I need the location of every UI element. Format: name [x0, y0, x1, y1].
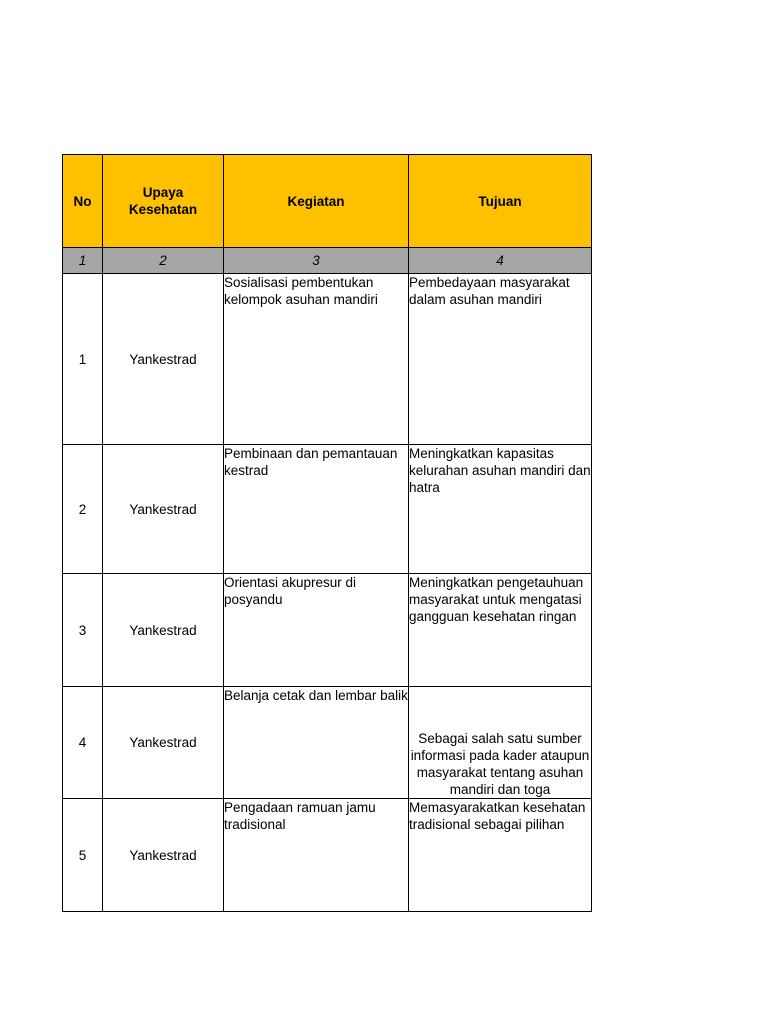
- row-kegiatan: Orientasi akupresur di posyandu: [224, 574, 409, 687]
- row-number: 4: [63, 687, 103, 799]
- table-row: [63, 274, 592, 445]
- row-kegiatan: Pengadaan ramuan jamu tradisional: [224, 799, 409, 912]
- column-index-cell: 3: [224, 248, 409, 274]
- row-number: 1: [63, 274, 103, 445]
- row-tujuan: Sebagai salah satu sumber informasi pada kader ataupun masyarakat tentang asuhan mandiri dan toga: [409, 687, 592, 799]
- header-upaya-line2: Kesehatan: [128, 202, 198, 217]
- row-upaya: Yankestrad: [103, 799, 224, 912]
- header-tujuan: Tujuan: [409, 155, 592, 248]
- column-index-cell: 2: [103, 248, 224, 274]
- table-row: [63, 687, 592, 799]
- row-upaya: Yankestrad: [103, 274, 224, 445]
- table-row: [63, 574, 592, 687]
- row-kegiatan: Belanja cetak dan lembar balik: [224, 687, 409, 799]
- row-tujuan: Meningkatkan kapasitas kelurahan asuhan mandiri dan hatra: [409, 445, 592, 574]
- header-upaya-line1: Upaya: [142, 185, 184, 200]
- row-upaya: Yankestrad: [103, 445, 224, 574]
- table-row: [63, 799, 592, 912]
- row-tujuan: Pembedayaan masyarakat dalam asuhan mandiri: [409, 274, 592, 445]
- row-kegiatan: Pembinaan dan pemantauan kestrad: [224, 445, 409, 574]
- column-index-cell: 4: [409, 248, 592, 274]
- row-number: 5: [63, 799, 103, 912]
- activities-table: [62, 154, 592, 912]
- row-number: 2: [63, 445, 103, 574]
- header-upaya-kesehatan: [103, 155, 224, 248]
- header-no: No: [63, 155, 103, 248]
- row-upaya: Yankestrad: [103, 574, 224, 687]
- column-index-cell: 1: [63, 248, 103, 274]
- column-index-row: [63, 248, 592, 274]
- table-row: [63, 445, 592, 574]
- header-row: [63, 155, 592, 248]
- row-tujuan: Memasyarakatkan kesehatan tradisional sebagai pilihan: [409, 799, 592, 912]
- row-number: 3: [63, 574, 103, 687]
- row-upaya: Yankestrad: [103, 687, 224, 799]
- header-kegiatan: Kegiatan: [224, 155, 409, 248]
- row-kegiatan: Sosialisasi pembentukan kelompok asuhan mandiri: [224, 274, 409, 445]
- row-tujuan: Meningkatkan pengetauhuan masyarakat untuk mengatasi gangguan kesehatan ringan: [409, 574, 592, 687]
